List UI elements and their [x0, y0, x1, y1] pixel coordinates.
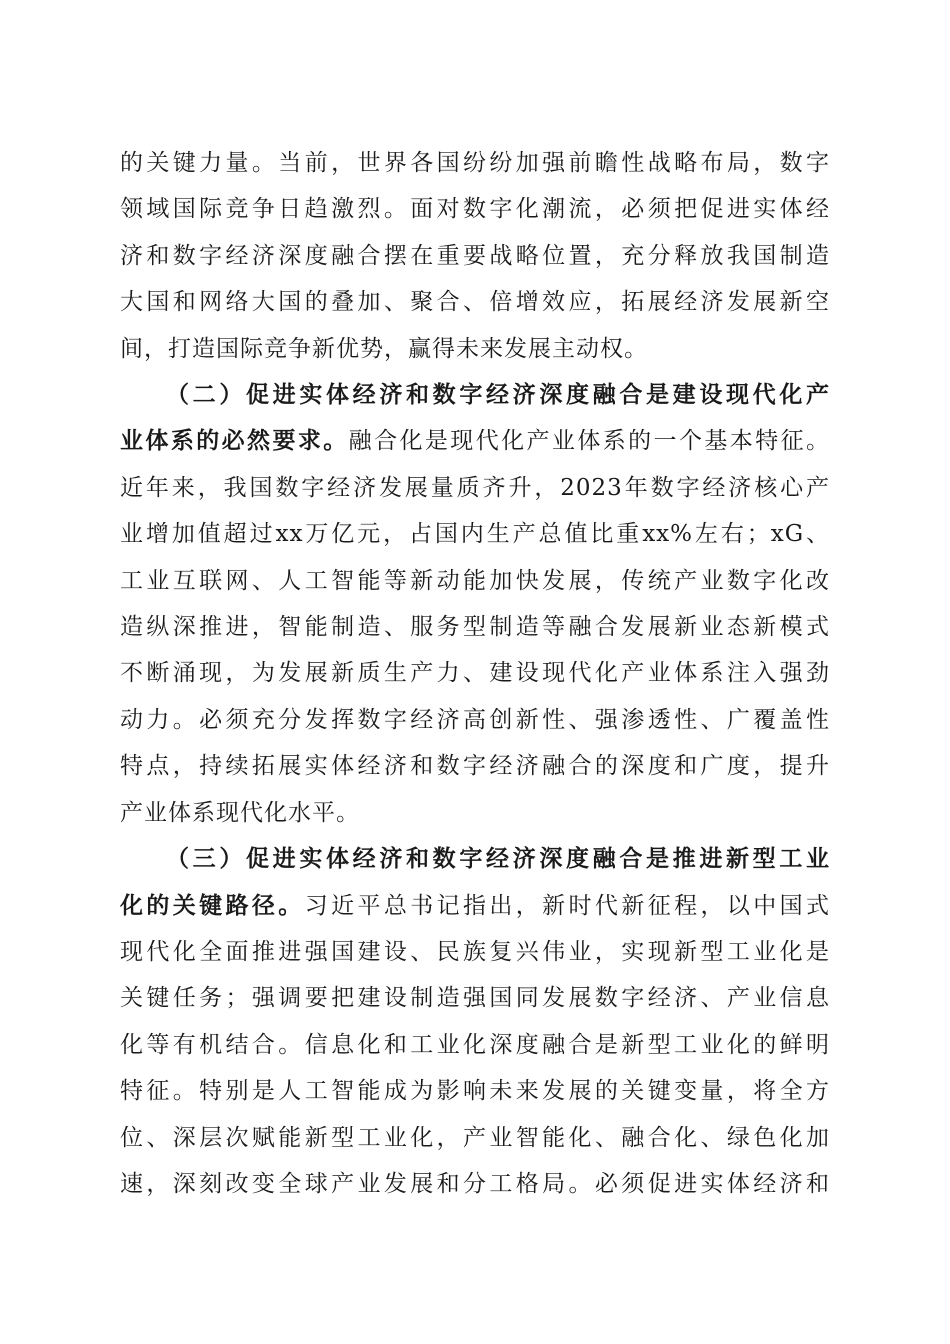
paragraph-line: 速，深刻改变全球产业发展和分工格局。必须促进实体经济和: [120, 1170, 830, 1197]
paragraph-line: 关键任务；强调要把建设制造强国同发展数字经济、产业信息: [120, 985, 830, 1012]
paragraph-line: 位、深层次赋能新型工业化，产业智能化、融合化、绿色化加: [120, 1124, 830, 1151]
paragraph-line: 化等有机结合。信息化和工业化深度融合是新型工业化的鲜明: [120, 1031, 830, 1058]
paragraph-line: 近年来，我国数字经济发展量质齐升，2023年数字经济核心产: [120, 474, 830, 501]
paragraph-line: 不断涌现，为发展新质生产力、建设现代化产业体系注入强劲: [120, 660, 830, 687]
paragraph-line: 造纵深推进，智能制造、服务型制造等融合发展新业态新模式: [120, 614, 830, 641]
paragraph-line: 业增加值超过xx万亿元，占国内生产总值比重xx%左右；xG、: [120, 521, 830, 548]
document-body: [120, 140, 830, 1207]
paragraph-line: 济和数字经济深度融合摆在重要战略位置，充分释放我国制造: [120, 242, 830, 269]
paragraph-line: 业体系的必然要求。融合化是现代化产业体系的一个基本特征。: [120, 427, 831, 455]
paragraph-heading-line: （二）促进实体经济和数字经济深度融合是建设现代化产: [166, 381, 830, 409]
paragraph-1: [120, 140, 830, 372]
paragraph-line: 工业互联网、人工智能等新动能加快发展，传统产业数字化改: [120, 567, 830, 594]
paragraph-heading-line: （三）促进实体经济和数字经济深度融合是推进新型工业: [166, 845, 830, 873]
paragraph-line: 现代化全面推进强国建设、民族复兴伟业，实现新型工业化是: [120, 938, 830, 965]
paragraph-line: 特点，持续拓展实体经济和数字经济融合的深度和广度，提升: [120, 753, 830, 780]
paragraph-line: 间，打造国际竞争新优势，赢得未来发展主动权。: [120, 335, 648, 362]
paragraph-2: [120, 372, 830, 836]
paragraph-line: 特征。特别是人工智能成为影响未来发展的关键变量，将全方: [120, 1078, 830, 1105]
paragraph-line: 化的关键路径。习近平总书记指出，新时代新征程，以中国式: [120, 891, 831, 919]
paragraph-line: 的关键力量。当前，世界各国纷纷加强前瞻性战略布局，数字: [120, 150, 830, 176]
paragraph-line: 产业体系现代化水平。: [120, 799, 360, 826]
paragraph-3: [120, 836, 830, 1207]
paragraph-line: 领域国际竞争日趋激烈。面对数字化潮流，必须把促进实体经: [120, 196, 830, 223]
paragraph-line: 大国和网络大国的叠加、聚合、倍增效应，拓展经济发展新空: [120, 289, 830, 316]
paragraph-line: 动力。必须充分发挥数字经济高创新性、强渗透性、广覆盖性: [120, 706, 830, 733]
